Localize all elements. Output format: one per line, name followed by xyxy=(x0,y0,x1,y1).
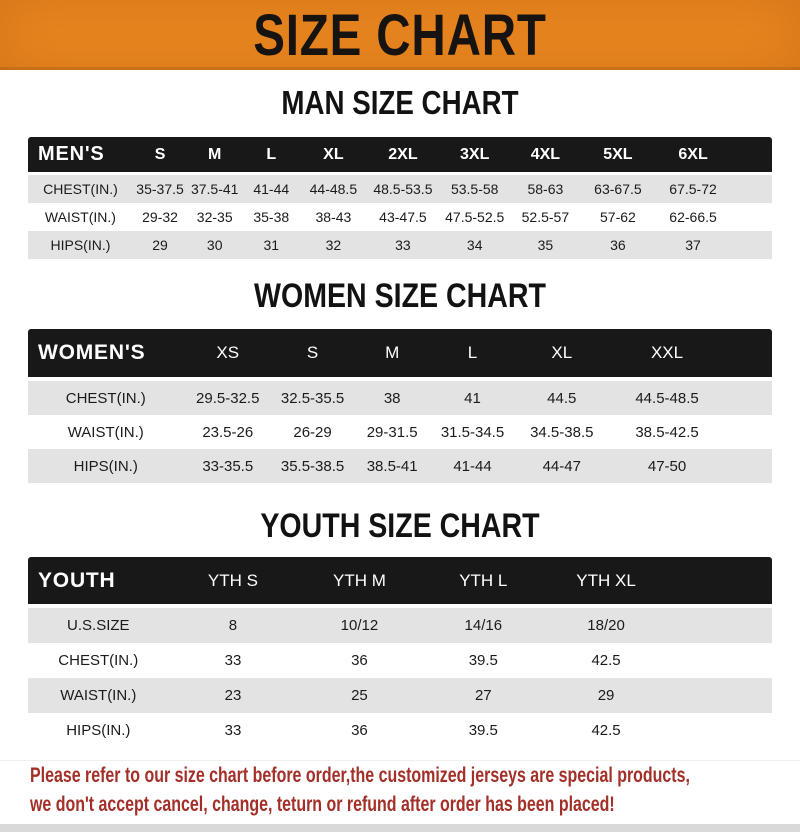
row-label: HIPS(IN.) xyxy=(28,231,133,259)
table-cell: 42.5 xyxy=(545,713,667,748)
table-group-label: MEN'S xyxy=(28,137,133,174)
column-header: XL xyxy=(300,137,366,174)
table-cell: 44.5-48.5 xyxy=(610,379,725,415)
page-title: SIZE CHART xyxy=(253,2,547,68)
row-label: CHEST(IN.) xyxy=(28,174,133,204)
row-filler xyxy=(731,231,772,259)
table-cell: 25 xyxy=(297,678,421,713)
column-header: S xyxy=(133,137,187,174)
row-label: U.S.SIZE xyxy=(28,606,169,643)
table-cell: 38-43 xyxy=(300,203,366,231)
row-filler xyxy=(724,415,772,449)
table-cell: 44.5 xyxy=(514,379,610,415)
table-cell: 35-38 xyxy=(242,203,300,231)
column-header: 4XL xyxy=(510,137,581,174)
table-row xyxy=(28,174,772,204)
table-cell: 14/16 xyxy=(422,606,546,643)
table-row xyxy=(28,643,772,678)
row-label: WAIST(IN.) xyxy=(28,415,183,449)
table-cell: 38.5-42.5 xyxy=(610,415,725,449)
table-cell: 23 xyxy=(169,678,298,713)
row-filler xyxy=(731,174,772,204)
table-cell: 26-29 xyxy=(272,415,353,449)
table-cell: 62-66.5 xyxy=(655,203,731,231)
column-header: L xyxy=(431,329,514,379)
table-cell: 36 xyxy=(297,713,421,748)
table-cell: 34 xyxy=(439,231,510,259)
row-filler xyxy=(667,643,772,678)
row-label: CHEST(IN.) xyxy=(28,643,169,678)
table-cell: 47.5-52.5 xyxy=(439,203,510,231)
table-row xyxy=(28,231,772,259)
youth-size-table xyxy=(28,557,772,748)
table-row xyxy=(28,606,772,643)
table-cell: 27 xyxy=(422,678,546,713)
column-header: YTH M xyxy=(297,557,421,606)
women-size-table-wrap xyxy=(28,329,772,483)
table-cell: 38 xyxy=(353,379,431,415)
disclaimer-line-2: we don't accept cancel, change, teturn or refund after order has been placed! xyxy=(30,793,615,816)
row-label: WAIST(IN.) xyxy=(28,678,169,713)
table-header-row xyxy=(28,329,772,379)
table-cell: 41-44 xyxy=(431,449,514,483)
table-header-row xyxy=(28,557,772,606)
table-cell: 33 xyxy=(169,643,298,678)
table-cell: 41 xyxy=(431,379,514,415)
column-header: 3XL xyxy=(439,137,510,174)
table-cell: 29-32 xyxy=(133,203,187,231)
youth-size-chart-section xyxy=(0,509,800,748)
table-group-label: WOMEN'S xyxy=(28,329,183,379)
table-row xyxy=(28,203,772,231)
table-cell: 57-62 xyxy=(581,203,655,231)
column-header: YTH XL xyxy=(545,557,667,606)
table-cell: 32.5-35.5 xyxy=(272,379,353,415)
table-cell: 29 xyxy=(545,678,667,713)
column-header: M xyxy=(187,137,242,174)
table-header-row xyxy=(28,137,772,174)
table-cell: 33 xyxy=(169,713,298,748)
table-cell: 35 xyxy=(510,231,581,259)
table-cell: 29.5-32.5 xyxy=(183,379,272,415)
table-cell: 42.5 xyxy=(545,643,667,678)
table-cell: 38.5-41 xyxy=(353,449,431,483)
table-cell: 67.5-72 xyxy=(655,174,731,204)
table-cell: 48.5-53.5 xyxy=(366,174,439,204)
table-cell: 63-67.5 xyxy=(581,174,655,204)
table-cell: 31 xyxy=(242,231,300,259)
table-cell: 31.5-34.5 xyxy=(431,415,514,449)
column-header: 5XL xyxy=(581,137,655,174)
disclaimer-line-1: Please refer to our size chart before order,the customized jerseys are special products, xyxy=(30,764,690,787)
table-cell: 33 xyxy=(366,231,439,259)
row-label: HIPS(IN.) xyxy=(28,449,183,483)
table-cell: 8 xyxy=(169,606,298,643)
column-header: XS xyxy=(183,329,272,379)
row-filler xyxy=(724,379,772,415)
column-header: M xyxy=(353,329,431,379)
table-cell: 33-35.5 xyxy=(183,449,272,483)
size-charts xyxy=(0,86,800,748)
table-cell: 52.5-57 xyxy=(510,203,581,231)
table-cell: 53.5-58 xyxy=(439,174,510,204)
table-cell: 10/12 xyxy=(297,606,421,643)
size-chart-banner xyxy=(0,0,800,70)
table-group-label: YOUTH xyxy=(28,557,169,606)
bottom-strip xyxy=(0,824,800,832)
table-cell: 34.5-38.5 xyxy=(514,415,610,449)
table-cell: 58-63 xyxy=(510,174,581,204)
column-header: YTH L xyxy=(422,557,546,606)
table-row xyxy=(28,449,772,483)
header-filler xyxy=(724,329,772,379)
column-header: 2XL xyxy=(366,137,439,174)
row-filler xyxy=(667,713,772,748)
table-row xyxy=(28,379,772,415)
row-filler xyxy=(667,678,772,713)
table-cell: 32-35 xyxy=(187,203,242,231)
table-cell: 36 xyxy=(297,643,421,678)
column-header: XXL xyxy=(610,329,725,379)
table-cell: 18/20 xyxy=(545,606,667,643)
column-header: YTH S xyxy=(169,557,298,606)
table-row xyxy=(28,713,772,748)
man-size-table-wrap xyxy=(28,137,772,259)
column-header: L xyxy=(242,137,300,174)
row-filler xyxy=(667,606,772,643)
row-label: WAIST(IN.) xyxy=(28,203,133,231)
table-cell: 32 xyxy=(300,231,366,259)
youth-size-chart-title: YOUTH SIZE CHART xyxy=(260,507,540,545)
column-header: XL xyxy=(514,329,610,379)
table-cell: 23.5-26 xyxy=(183,415,272,449)
table-row xyxy=(28,415,772,449)
column-header: 6XL xyxy=(655,137,731,174)
header-filler xyxy=(731,137,772,174)
table-cell: 35-37.5 xyxy=(133,174,187,204)
table-cell: 47-50 xyxy=(610,449,725,483)
man-size-chart-section xyxy=(0,86,800,259)
man-size-table xyxy=(28,137,772,259)
table-cell: 29-31.5 xyxy=(353,415,431,449)
table-cell: 36 xyxy=(581,231,655,259)
women-size-table xyxy=(28,329,772,483)
table-cell: 39.5 xyxy=(422,643,546,678)
table-cell: 39.5 xyxy=(422,713,546,748)
header-filler xyxy=(667,557,772,606)
man-size-chart-title: MAN SIZE CHART xyxy=(281,84,519,121)
column-header: S xyxy=(272,329,353,379)
table-cell: 44-47 xyxy=(514,449,610,483)
row-label: HIPS(IN.) xyxy=(28,713,169,748)
row-filler xyxy=(724,449,772,483)
table-cell: 41-44 xyxy=(242,174,300,204)
table-row xyxy=(28,678,772,713)
table-cell: 37.5-41 xyxy=(187,174,242,204)
table-cell: 35.5-38.5 xyxy=(272,449,353,483)
disclaimer xyxy=(0,760,800,819)
table-cell: 44-48.5 xyxy=(300,174,366,204)
table-cell: 30 xyxy=(187,231,242,259)
table-cell: 29 xyxy=(133,231,187,259)
table-cell: 43-47.5 xyxy=(366,203,439,231)
row-filler xyxy=(731,203,772,231)
row-label: CHEST(IN.) xyxy=(28,379,183,415)
women-size-chart-section xyxy=(0,279,800,483)
youth-size-table-wrap xyxy=(28,557,772,748)
table-cell: 37 xyxy=(655,231,731,259)
women-size-chart-title: WOMEN SIZE CHART xyxy=(254,277,546,315)
